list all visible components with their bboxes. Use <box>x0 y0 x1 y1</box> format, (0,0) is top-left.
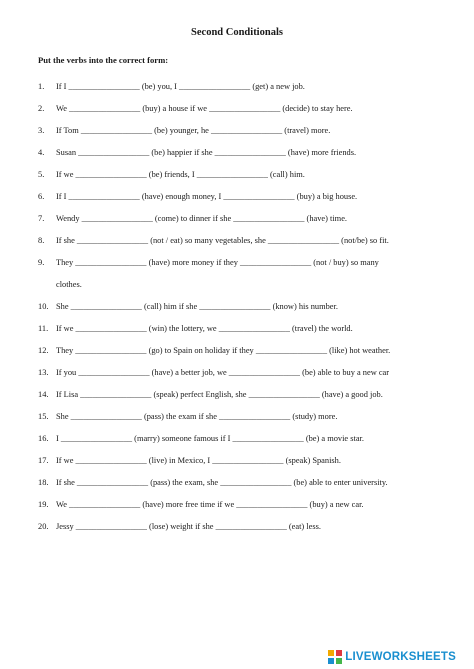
exercise-item <box>38 257 438 268</box>
exercise-number: 15. <box>38 412 49 421</box>
exercise-sentence[interactable]: If Lisa _________________ (speak) perfect English, she _________________ (have) a good job. <box>56 390 383 399</box>
exercise-number: 9. <box>38 258 45 267</box>
exercise-item <box>38 169 438 180</box>
exercise-number: 4. <box>38 148 45 157</box>
exercise-number: 11. <box>38 324 49 333</box>
liveworksheets-logo[interactable] <box>328 649 456 665</box>
exercise-number: 14. <box>38 390 49 399</box>
exercise-number: 12. <box>38 346 49 355</box>
exercise-item <box>38 345 438 356</box>
exercise-item <box>38 235 438 246</box>
exercise-sentence[interactable]: Jessy _________________ (lose) weight if she _________________ (eat) less. <box>56 522 321 531</box>
exercise-sentence-continuation: clothes. <box>56 280 82 289</box>
exercise-sentence[interactable]: If she _________________ (pass) the exam, she _________________ (be) able to enter university. <box>56 478 388 487</box>
exercise-sentence[interactable]: If she _________________ (not / eat) so many vegetables, she _________________ (not/be) so fit. <box>56 236 389 245</box>
worksheet-title: Second Conditionals <box>191 27 283 38</box>
exercise-sentence[interactable]: If we _________________ (be) friends, I _________________ (call) him. <box>56 170 305 179</box>
exercise-number: 2. <box>38 104 45 113</box>
exercise-number: 7. <box>38 214 45 223</box>
exercise-item <box>38 411 438 422</box>
exercise-item <box>38 125 438 136</box>
exercise-item <box>38 301 438 312</box>
exercise-item <box>38 433 438 444</box>
exercise-item <box>38 455 438 466</box>
exercise-item <box>38 213 438 224</box>
exercise-number: 6. <box>38 192 45 201</box>
exercise-sentence[interactable]: They _________________ (have) more money if they _________________ (not / buy) so many <box>56 258 379 267</box>
exercise-number: 8. <box>38 236 45 245</box>
exercise-number: 18. <box>38 478 49 487</box>
exercise-item <box>38 81 438 92</box>
exercise-item <box>38 103 438 114</box>
exercise-sentence[interactable]: She _________________ (call) him if she _________________ (know) his number. <box>56 302 338 311</box>
exercise-sentence[interactable]: If you _________________ (have) a better job, we _________________ (be) able to buy a new car <box>56 368 390 377</box>
exercise-sentence[interactable]: Wendy _________________ (come) to dinner if she _________________ (have) time. <box>56 214 348 223</box>
logo-text: LIVEWORKSHEETS <box>345 651 456 663</box>
exercise-item <box>38 389 438 400</box>
exercise-number: 1. <box>38 82 45 91</box>
exercise-sentence[interactable]: She _________________ (pass) the exam if she _________________ (study) more. <box>56 412 338 421</box>
liveworksheets-logo-icon <box>328 650 342 664</box>
exercise-number: 17. <box>38 456 49 465</box>
exercise-sentence[interactable]: Susan _________________ (be) happier if she _________________ (have) more friends. <box>56 148 357 157</box>
exercise-sentence[interactable]: We _________________ (have) more free time if we _________________ (buy) a new car. <box>56 500 364 509</box>
exercise-sentence[interactable]: If I _________________ (have) enough money, I _________________ (buy) a big house. <box>56 192 358 201</box>
exercise-sentence[interactable]: I _________________ (marry) someone famous if I _________________ (be) a movie star. <box>56 434 364 443</box>
exercise-item <box>38 323 438 334</box>
exercise-number: 10. <box>38 302 49 311</box>
exercise-item <box>38 477 438 488</box>
exercise-number: 13. <box>38 368 49 377</box>
exercise-sentence[interactable]: If Tom _________________ (be) younger, he _________________ (travel) more. <box>56 126 331 135</box>
exercise-sentence[interactable]: They _________________ (go) to Spain on holiday if they _________________ (like) hot weather. <box>56 346 391 355</box>
exercise-item <box>38 191 438 202</box>
exercise-number: 20. <box>38 522 49 531</box>
instruction-text: Put the verbs into the correct form: <box>38 55 169 65</box>
exercise-number: 3. <box>38 126 45 135</box>
exercise-number: 19. <box>38 500 49 509</box>
exercise-number: 16. <box>38 434 49 443</box>
exercise-sentence[interactable]: We _________________ (buy) a house if we _________________ (decide) to stay here. <box>56 104 353 113</box>
exercise-sentence[interactable]: If I _________________ (be) you, I _________________ (get) a new job. <box>56 82 305 91</box>
exercise-item <box>38 147 438 158</box>
exercise-sentence[interactable]: If we _________________ (live) in Mexico, I _________________ (speak) Spanish. <box>56 456 341 465</box>
exercise-item <box>38 499 438 510</box>
exercise-item <box>38 367 438 378</box>
exercise-sentence[interactable]: If we _________________ (win) the lottery, we _________________ (travel) the world. <box>56 324 353 333</box>
footer <box>0 645 474 669</box>
exercise-item <box>38 521 438 532</box>
exercise-number: 5. <box>38 170 45 179</box>
